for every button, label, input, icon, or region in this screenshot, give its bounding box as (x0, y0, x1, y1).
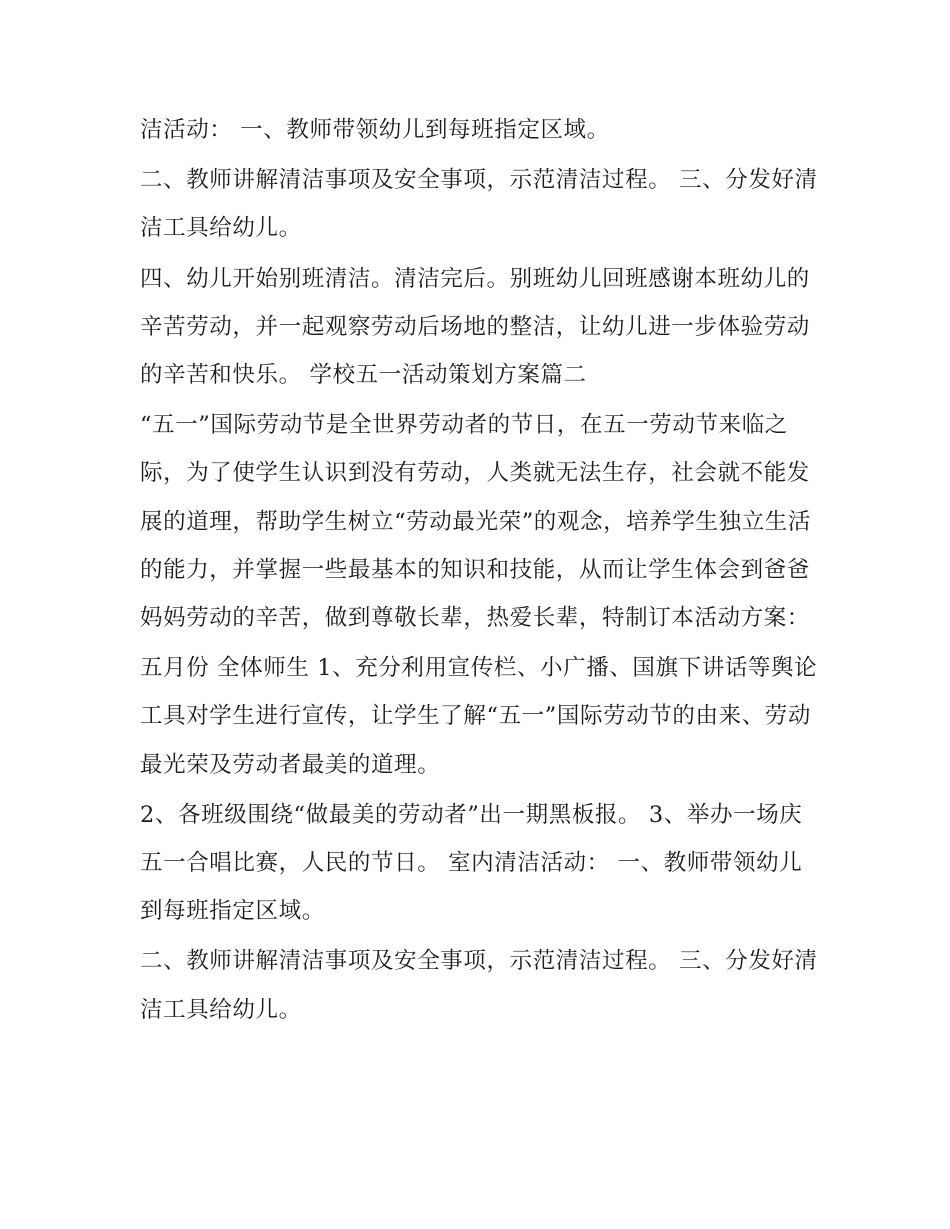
paragraph: 二、教师讲解清洁事项及安全事项，示范清洁过程。 三、分发好清洁工具给幼儿。 (140, 948, 818, 1023)
paragraph: 2、各班级围绕“做最美的劳动者”出一期黑板报。 3、举办一场庆五一合唱比赛，人民的节日。 室内清洁活动： 一、教师带领幼儿到每班指定区域。 (140, 801, 803, 925)
paragraph: “五一”国际劳动节是全世界劳动者的节日，在五一劳动节来临之际，为了使学生认识到没有劳动，人类就无法生存，社会就不能发展的道理，帮助学生树立“劳动最光荣”的观念，培养学生独立生活的能力，并掌握一些最基本的知识和技能，从而让学生体会到爸爸妈妈劳动的辛苦，做到尊敬长辈，热爱长辈，特制订本活动方案： (140, 412, 812, 632)
document-body (140, 106, 820, 1036)
paragraph: 五月份 全体师生 1、充分利用宣传栏、小广播、国旗下讲话等舆论工具对学生进行宣传，让学生了解“五一”国际劳动节的由来、劳动最光荣及劳动者最美的道理。 (140, 655, 818, 778)
paragraph: 四、幼儿开始别班清洁。清洁完后。别班幼儿回班感谢本班幼儿的辛苦劳动，并一起观察劳动后场地的整洁，让幼儿进一步体验劳动的辛苦和快乐。 学校五一活动策划方案篇二 (140, 265, 810, 389)
paragraph: 二、教师讲解清洁事项及安全事项，示范清洁过程。 三、分发好清洁工具给幼儿。 (140, 167, 818, 242)
paragraph: 洁活动： 一、教师带领幼儿到每班指定区域。 (140, 117, 610, 143)
